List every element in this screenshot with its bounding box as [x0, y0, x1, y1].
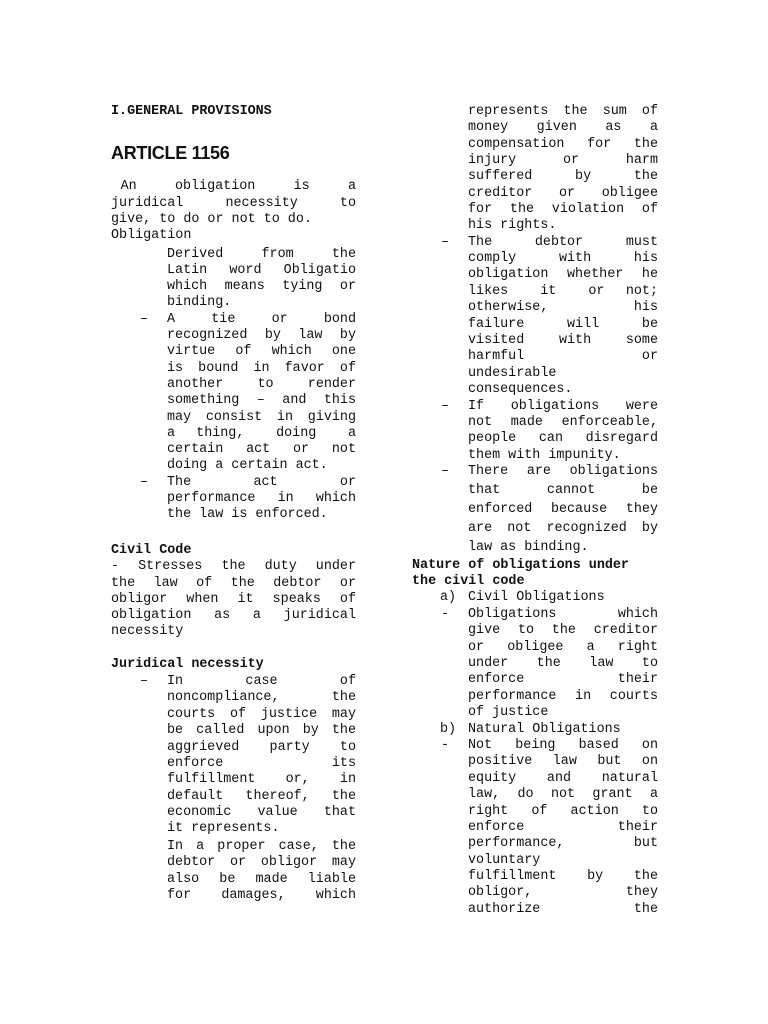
bullet-8-line-2: positive law but on — [468, 754, 658, 769]
bullet-7-line-5: enforce their — [468, 672, 658, 687]
bullet-dash: – — [139, 674, 149, 689]
bullet-3-line-8: default thereof, the — [167, 789, 356, 804]
bullet-1-line-3: virtue of which one — [167, 344, 356, 359]
nature-heading-line-2: the civil code — [412, 574, 525, 589]
right-column — [380, 0, 768, 1024]
bullet-1-line-6: something – and this — [167, 393, 356, 408]
nature-heading-line-1: Nature of obligations under — [412, 558, 629, 573]
derived-line-3: which means tying or — [167, 279, 356, 294]
bullet-3-line-7: fulfillment or, in — [167, 772, 356, 787]
bullet-dash: - — [440, 607, 450, 622]
intro-line-3: give, to do or not to do. — [111, 212, 312, 227]
bullet-6-line-1: There are obligations — [468, 464, 658, 479]
bullet-4-line-3: obligation whether he — [468, 267, 658, 282]
derived-line-4: binding. — [167, 295, 232, 310]
article-heading: ARTICLE 1156 — [111, 143, 230, 163]
bullet-1-line-8: a thing, doing a — [167, 426, 356, 441]
bullet-4-line-6: failure will be — [468, 317, 658, 332]
cont-line-1: represents the sum of — [468, 104, 658, 119]
bullet-3-line-12: debtor or obligor may — [167, 855, 356, 870]
civil-code-heading: Civil Code — [111, 543, 192, 558]
cont-line-4: injury or harm — [468, 153, 658, 168]
cont-line-3: compensation for the — [468, 137, 658, 152]
bullet-5-line-3: people can disregard — [468, 431, 658, 446]
cont-line-8: his rights. — [468, 218, 557, 233]
bullet-1-line-1: A tie or bond — [167, 312, 356, 327]
bullet-8-line-4: law, do not grant a — [468, 787, 658, 802]
bullet-6-line-2: that cannot be — [468, 483, 658, 498]
intro-line-2: juridical necessity to — [111, 196, 356, 211]
bullet-6-line-4: are not recognized by — [468, 521, 658, 536]
bullet-3-line-9: economic value that — [167, 805, 356, 820]
bullet-4-line-4: likes it or not; — [468, 284, 658, 299]
bullet-3-line-2: noncompliance, the — [167, 690, 356, 705]
bullet-8-line-10: obligor, they — [468, 885, 658, 900]
bullet-4-line-8: harmful or — [468, 349, 658, 364]
item-a-title: Civil Obligations — [468, 590, 605, 605]
bullet-3-line-5: aggrieved party to — [167, 740, 356, 755]
civil-code-line-1: - Stresses the duty under — [111, 559, 356, 574]
bullet-4-line-2: comply with his — [468, 251, 658, 266]
bullet-7-line-1: Obligations which — [468, 607, 658, 622]
civil-code-line-3: obligor when it speaks of — [111, 592, 356, 607]
cont-line-5: suffered by the — [468, 169, 658, 184]
bullet-2-line-2: performance in which — [167, 491, 356, 506]
bullet-7-line-7: of justice — [468, 705, 549, 720]
bullet-1-line-7: may consist in giving — [167, 410, 356, 425]
bullet-5-line-2: not made enforceable, — [468, 415, 658, 430]
bullet-4-line-1: The debtor must — [468, 235, 658, 250]
bullet-2-line-3: the law is enforced. — [167, 507, 328, 522]
bullet-8-line-8: voluntary — [468, 853, 541, 868]
cont-line-7: for the violation of — [468, 202, 658, 217]
bullet-4-line-5: otherwise, his — [468, 300, 658, 315]
bullet-3-line-10: it represents. — [167, 821, 280, 836]
bullet-7-line-6: performance in courts — [468, 689, 658, 704]
civil-code-line-2: the law of the debtor or — [111, 576, 356, 591]
bullet-7-line-2: give to the creditor — [468, 623, 658, 638]
bullet-7-line-3: or obligee a right — [468, 640, 658, 655]
bullet-6-line-5: law as binding. — [468, 540, 589, 555]
bullet-3-line-14: for damages, which — [167, 888, 356, 903]
cont-line-2: money given as a — [468, 120, 658, 135]
left-column — [0, 0, 380, 1024]
juridical-heading: Juridical necessity — [111, 657, 264, 672]
civil-code-line-5: necessity — [111, 624, 184, 639]
civil-code-line-4: obligation as a juridical — [111, 608, 356, 623]
bullet-1-line-10: doing a certain act. — [167, 458, 328, 473]
bullet-1-line-4: is bound in favor of — [167, 361, 356, 376]
derived-line-2: Latin word Obligatio — [167, 263, 356, 278]
bullet-3-line-1: In case of — [167, 674, 356, 689]
bullet-1-line-2: recognized by law by — [167, 328, 356, 343]
bullet-4-line-7: visited with some — [468, 333, 658, 348]
bullet-3-line-13: also be made liable — [167, 872, 356, 887]
bullet-4-line-9: undesirable — [468, 366, 557, 381]
item-a-label: a) — [440, 590, 457, 605]
bullet-6-line-3: enforced because they — [468, 502, 658, 517]
bullet-dash: - — [440, 738, 450, 753]
bullet-dash: – — [139, 475, 149, 490]
bullet-4-line-10: consequences. — [468, 382, 573, 397]
bullet-3-line-6: enforce its — [167, 756, 356, 771]
bullet-dash: – — [139, 312, 149, 327]
bullet-dash: – — [440, 399, 450, 414]
bullet-7-line-4: under the law to — [468, 656, 658, 671]
bullet-3-line-11: In a proper case, the — [167, 839, 356, 854]
bullet-1-line-5: another to render — [167, 377, 356, 392]
intro-line-1: An obligation is a — [111, 179, 356, 194]
bullet-3-line-4: be called upon by the — [167, 723, 356, 738]
bullet-3-line-3: courts of justice may — [167, 707, 356, 722]
section-title: I.GENERAL PROVISIONS — [111, 104, 272, 119]
bullet-dash: – — [440, 464, 450, 479]
bullet-8-line-3: equity and natural — [468, 771, 658, 786]
bullet-8-line-11: authorize the — [468, 902, 658, 917]
bullet-dash: – — [440, 235, 450, 250]
bullet-8-line-7: performance, but — [468, 836, 658, 851]
bullet-5-line-1: If obligations were — [468, 399, 658, 414]
bullet-5-line-4: them with impunity. — [468, 448, 621, 463]
bullet-8-line-9: fulfillment by the — [468, 869, 658, 884]
item-b-title: Natural Obligations — [468, 722, 621, 737]
bullet-8-line-1: Not being based on — [468, 738, 658, 753]
bullet-2-line-1: The act or — [167, 475, 356, 490]
obligation-heading: Obligation — [111, 228, 192, 243]
cont-line-6: creditor or obligee — [468, 186, 658, 201]
bullet-8-line-5: right of action to — [468, 804, 658, 819]
bullet-8-line-6: enforce their — [468, 820, 658, 835]
item-b-label: b) — [440, 722, 457, 737]
bullet-1-line-9: certain act or not — [167, 442, 356, 457]
derived-line-1: Derived from the — [167, 247, 356, 262]
